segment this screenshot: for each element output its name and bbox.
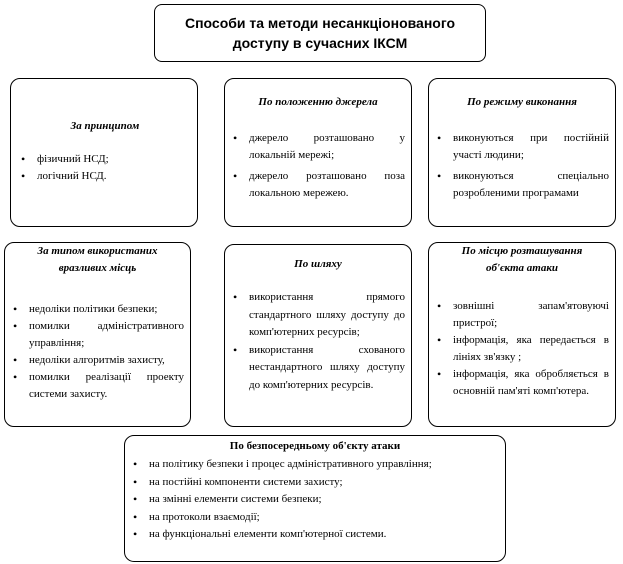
list-item: • на змінні елементи системи безпеки; — [131, 491, 499, 509]
list-item: • джерело розташовано поза локальною мережею. — [231, 168, 405, 202]
list-item: • зовнішні запам'ятовуючі пристрої; — [435, 298, 609, 332]
diagram-title — [185, 13, 455, 53]
box-by-vulnerability-type — [4, 242, 191, 427]
box-title-line-2: вразливих місць — [58, 262, 137, 274]
box-title — [11, 243, 184, 277]
list-item: • на протоколи взаємодії; — [131, 509, 499, 527]
list-item: • виконуються спеціально розробленими програмами — [435, 168, 609, 202]
list-item: • виконуються при постійній участі людини; — [435, 130, 609, 164]
list-item: • використання схованого нестандартного шляху доступу до комп'ютерних ресурсів. — [231, 342, 405, 395]
box-by-execution-mode — [428, 78, 616, 227]
box-by-direct-target — [124, 435, 506, 562]
box-title: По шляху — [294, 258, 342, 270]
diagram-title-line-1: Способи та методи несанкціонованого — [184, 15, 456, 31]
list-item: • помилки реалізації проекту системи захисту. — [11, 369, 184, 403]
box-by-target-location — [428, 242, 616, 427]
box-by-source-location — [224, 78, 412, 227]
list-item: • на політику безпеки і процес адміністративного управління; — [131, 456, 499, 474]
list-item: • помилки адміністративного управління; — [11, 318, 184, 352]
diagram-title-line-2: доступу в сучасних ІКСМ — [232, 35, 408, 51]
list-item: • на функціональні елементи комп'ютерної системи. — [131, 526, 499, 544]
box-title: По режиму виконання — [467, 96, 577, 108]
box-by-path — [224, 244, 412, 427]
box-title: По безпосередньому об'єкту атаки — [229, 440, 401, 452]
list-item: • логічний НСД. — [19, 168, 191, 185]
list-item: • фізичний НСД; — [19, 151, 191, 168]
box-title: По положенню джерела — [258, 96, 378, 108]
box-title: За принципом — [70, 120, 140, 132]
box-by-principle — [10, 78, 198, 227]
list-item: • недоліки алгоритмів захисту, — [11, 352, 184, 369]
box-title-line-1: По місцю розташування — [461, 245, 583, 257]
box-title — [435, 243, 609, 277]
box-title-line-2: об'єкта атаки — [485, 262, 559, 274]
list-item: • інформація, яка передається в лініях зв'язку ; — [435, 332, 609, 366]
list-item: • джерело розташовано у локальній мережі; — [231, 130, 405, 164]
list-item: • інформація, яка обробляється в основній пам'яті комп'ютера. — [435, 366, 609, 400]
list-item: • на постійні компоненти системи захисту; — [131, 474, 499, 492]
box-title-line-1: За типом використаних — [37, 245, 158, 257]
diagram-title-box — [154, 4, 486, 62]
list-item: • використання прямого стандартного шляху доступу до комп'ютерних ресурсів; — [231, 289, 405, 342]
list-item: • недоліки політики безпеки; — [11, 301, 184, 318]
